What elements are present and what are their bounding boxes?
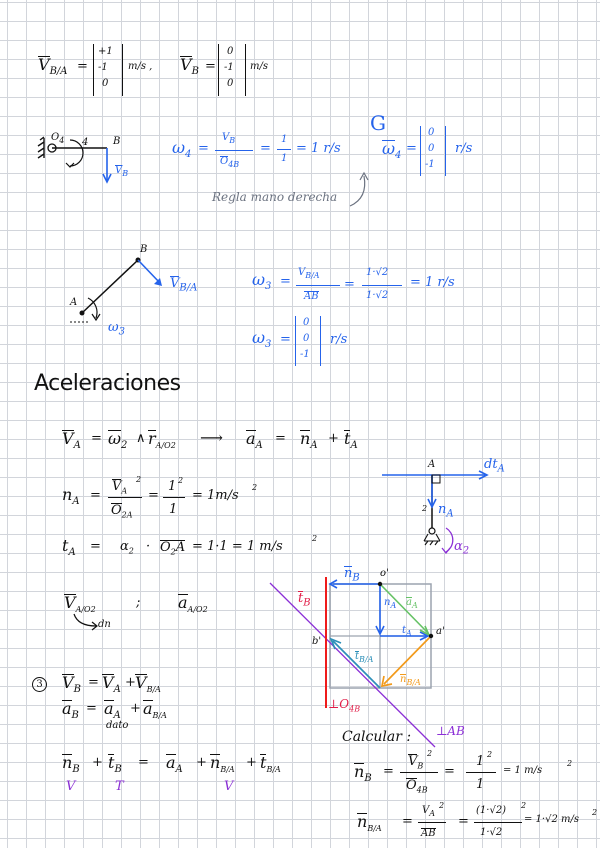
- g-mark: G: [370, 111, 386, 135]
- equals: =: [198, 141, 209, 156]
- vb-vector: 0 -1 0: [218, 44, 246, 96]
- equals: =: [402, 814, 413, 829]
- na-poly-label: $n_A$: [384, 597, 397, 610]
- aa-symbol: $a_A$: [246, 429, 263, 452]
- na-result: = 1m/s: [192, 488, 239, 503]
- square: 2: [427, 749, 433, 758]
- ta-line-symbol: $t_A$: [62, 536, 76, 559]
- unit-ms: m/s: [250, 61, 268, 72]
- point-a-prime: [429, 634, 433, 638]
- frac-num: 1: [281, 134, 288, 145]
- omega3-num: $V_{B/A}$: [298, 267, 320, 280]
- frac-num: 1: [168, 479, 177, 494]
- plus: +: [130, 701, 141, 716]
- omega3-symbol: $\omega_3$: [252, 270, 272, 293]
- omega4-result: = 1 r/s: [296, 141, 341, 156]
- equals: =: [280, 274, 291, 289]
- equals: =: [406, 141, 417, 156]
- aa-poly-label: $a_A$: [406, 597, 418, 610]
- nb-den: $O_{4B}$: [406, 778, 428, 795]
- equals: =: [90, 488, 101, 503]
- plus: +: [92, 755, 103, 770]
- frac-num: (1·√2): [476, 805, 507, 816]
- frac-den: 1·√2: [366, 290, 389, 301]
- vba-symbol: $V_{B/A}$: [135, 673, 161, 695]
- dato-label: dato: [106, 720, 129, 731]
- ta-poly-label: $t_A$: [402, 625, 412, 638]
- nba-num: $V_A$: [422, 805, 436, 818]
- b-label: B: [113, 136, 121, 147]
- point-o-prime: [378, 582, 382, 586]
- plus: +: [196, 755, 207, 770]
- semicolon: ;: [136, 595, 141, 610]
- nba-symbol: $n_{B/A}$: [210, 753, 235, 775]
- plus: +: [246, 755, 257, 770]
- fraction-bar: [474, 822, 522, 823]
- equals: =: [138, 755, 149, 770]
- calc-label: Calcular :: [342, 729, 412, 745]
- o2a-symbol: $O_2A$: [160, 540, 186, 557]
- vba-symbol: $V_{B/A}$: [38, 55, 68, 78]
- omega4-symbol: $\omega_4$: [172, 138, 192, 161]
- two-label: 2: [422, 504, 428, 513]
- square: 2: [567, 759, 573, 768]
- aa-symbol: $a_A$: [104, 699, 121, 722]
- b-label: B: [140, 244, 148, 255]
- dta-label: $dt_A$: [484, 457, 505, 475]
- fraction-bar: [418, 822, 446, 823]
- equals: =: [86, 701, 97, 716]
- equals: =: [280, 332, 291, 347]
- dn-label: dn: [98, 619, 111, 630]
- section-heading: Aceleraciones: [34, 371, 181, 396]
- tba-symbol: $t_{B/A}$: [260, 753, 281, 775]
- equals: =: [344, 277, 355, 292]
- a-label: A: [70, 297, 78, 308]
- square: 2: [312, 534, 318, 543]
- tba-poly-label: $t_{B/A}$: [355, 651, 374, 664]
- frac-den: 1: [476, 777, 485, 792]
- vb-symbol: $V_B$: [180, 55, 199, 78]
- vba-vector: +1 -1 0: [93, 44, 123, 96]
- ta-result: = 1·1 = 1 m/s: [192, 539, 283, 554]
- ta-symbol: $t_A$: [344, 429, 358, 452]
- dot: ·: [146, 539, 151, 554]
- known-mark: V: [224, 779, 234, 794]
- nba-result: = 1·√2 m/s: [524, 814, 579, 825]
- square: 2: [252, 483, 258, 492]
- frac-den: 1: [281, 153, 288, 164]
- unit-ms: m/s ,: [128, 61, 153, 72]
- unit-rs: r/s: [455, 141, 473, 156]
- perp-o4b-label: $\perp O_{4B}$: [328, 697, 361, 714]
- ab-symbol: $a_B$: [62, 699, 79, 722]
- vba-label: $V_{B/A}$: [170, 276, 198, 294]
- o-prime-label: o': [380, 568, 389, 579]
- arrow: ⟶: [200, 428, 223, 447]
- frac-den: 1: [169, 502, 178, 517]
- omega3-vector: 0 0 -1: [295, 316, 321, 366]
- plus: +: [328, 431, 339, 446]
- square: 2: [439, 801, 445, 810]
- omega4-vec-symbol: $\omega_4$: [382, 139, 402, 162]
- omega2-symbol: $\omega_2$: [108, 429, 128, 452]
- nba-calc-symbol: $n_{B/A}$: [357, 812, 382, 834]
- known-mark: V: [66, 779, 76, 794]
- aa-symbol: $a_A$: [166, 753, 183, 776]
- na-num: $V_A$: [112, 479, 128, 496]
- nba-poly-label: $n_{B/A}$: [400, 674, 421, 687]
- omega3-den: AB: [304, 291, 319, 302]
- na-den: $O_{2A}$: [111, 503, 133, 520]
- va-symbol: $V_A$: [102, 673, 121, 696]
- nb-num: $V_B$: [408, 754, 424, 771]
- equals: =: [91, 431, 102, 446]
- omega4-vector: 0 0 -1: [420, 126, 446, 176]
- unit-rs: r/s: [330, 332, 348, 347]
- nb-calc-symbol: $n_B$: [354, 762, 372, 785]
- na-line-symbol: $n_A$: [62, 485, 80, 508]
- equals: =: [458, 814, 469, 829]
- nba-den: AB: [421, 828, 436, 839]
- fraction-bar: [400, 772, 438, 773]
- b-prime-label: b': [312, 636, 322, 647]
- perp-ab-label: ⊥AB: [436, 724, 465, 738]
- vb-symbol: $V_B$: [62, 673, 81, 696]
- omega3-label: $\omega_3$: [108, 320, 125, 338]
- omega4-num: $V_B$: [222, 132, 236, 145]
- nb-symbol: $n_B$: [62, 753, 80, 776]
- na-label: $n_A$: [438, 502, 454, 520]
- step-number: 3: [32, 677, 47, 692]
- nb-result: = 1 m/s: [503, 765, 543, 776]
- aba-symbol: $a_{B/A}$: [143, 699, 167, 721]
- fraction-bar: [466, 772, 496, 773]
- va-o2-symbol: $V_{A/O2}$: [64, 593, 96, 615]
- square: 2: [592, 808, 598, 817]
- square: 2: [521, 801, 527, 810]
- omega3-vec-symbol: $\omega_3$: [252, 328, 272, 351]
- right-hand-rule-note: Regla mano derecha: [212, 190, 338, 204]
- frac-num: 1: [476, 754, 485, 769]
- a-prime-label: a': [436, 626, 445, 637]
- na-symbol: $n_A$: [300, 429, 318, 452]
- wedge: ∧: [136, 431, 146, 446]
- tb-symbol: $t_B$: [108, 753, 122, 776]
- va-symbol: $V_A$: [62, 429, 81, 452]
- r-symbol: $r_{A/O2}$: [148, 429, 176, 451]
- equals: =: [383, 764, 394, 779]
- omega4-den: $O_{4B}$: [220, 156, 240, 169]
- o4-label: $O_4$: [51, 132, 65, 145]
- plus: +: [125, 675, 136, 690]
- equals: =: [444, 764, 455, 779]
- square: 2: [136, 475, 142, 484]
- equals: =: [275, 431, 286, 446]
- square: 2: [178, 476, 184, 485]
- equals: =: [90, 539, 101, 554]
- a-label: A: [428, 459, 436, 470]
- nb-label: $n_B$: [344, 566, 360, 584]
- vb-label: $V_B$: [115, 165, 129, 178]
- equals: =: [260, 141, 271, 156]
- frac-num: 1·√2: [366, 267, 389, 278]
- tb-label: $t_B$: [298, 591, 311, 609]
- omega3-result: = 1 r/s: [410, 275, 455, 290]
- four-label: 4: [82, 137, 89, 148]
- equals: =: [88, 675, 99, 690]
- a-o2-symbol: $a_{A/O2}$: [178, 593, 208, 615]
- alpha-symbol: $\alpha_2$: [120, 539, 134, 556]
- alpha-label: $\alpha_2$: [454, 539, 470, 557]
- equals: =: [148, 488, 159, 503]
- square: 2: [487, 750, 493, 759]
- equals: =: [205, 59, 216, 74]
- equals: =: [77, 59, 88, 74]
- tba-vec: [333, 641, 380, 688]
- frac-den: 1·√2: [480, 827, 503, 838]
- magnitude-mark: T: [115, 779, 124, 794]
